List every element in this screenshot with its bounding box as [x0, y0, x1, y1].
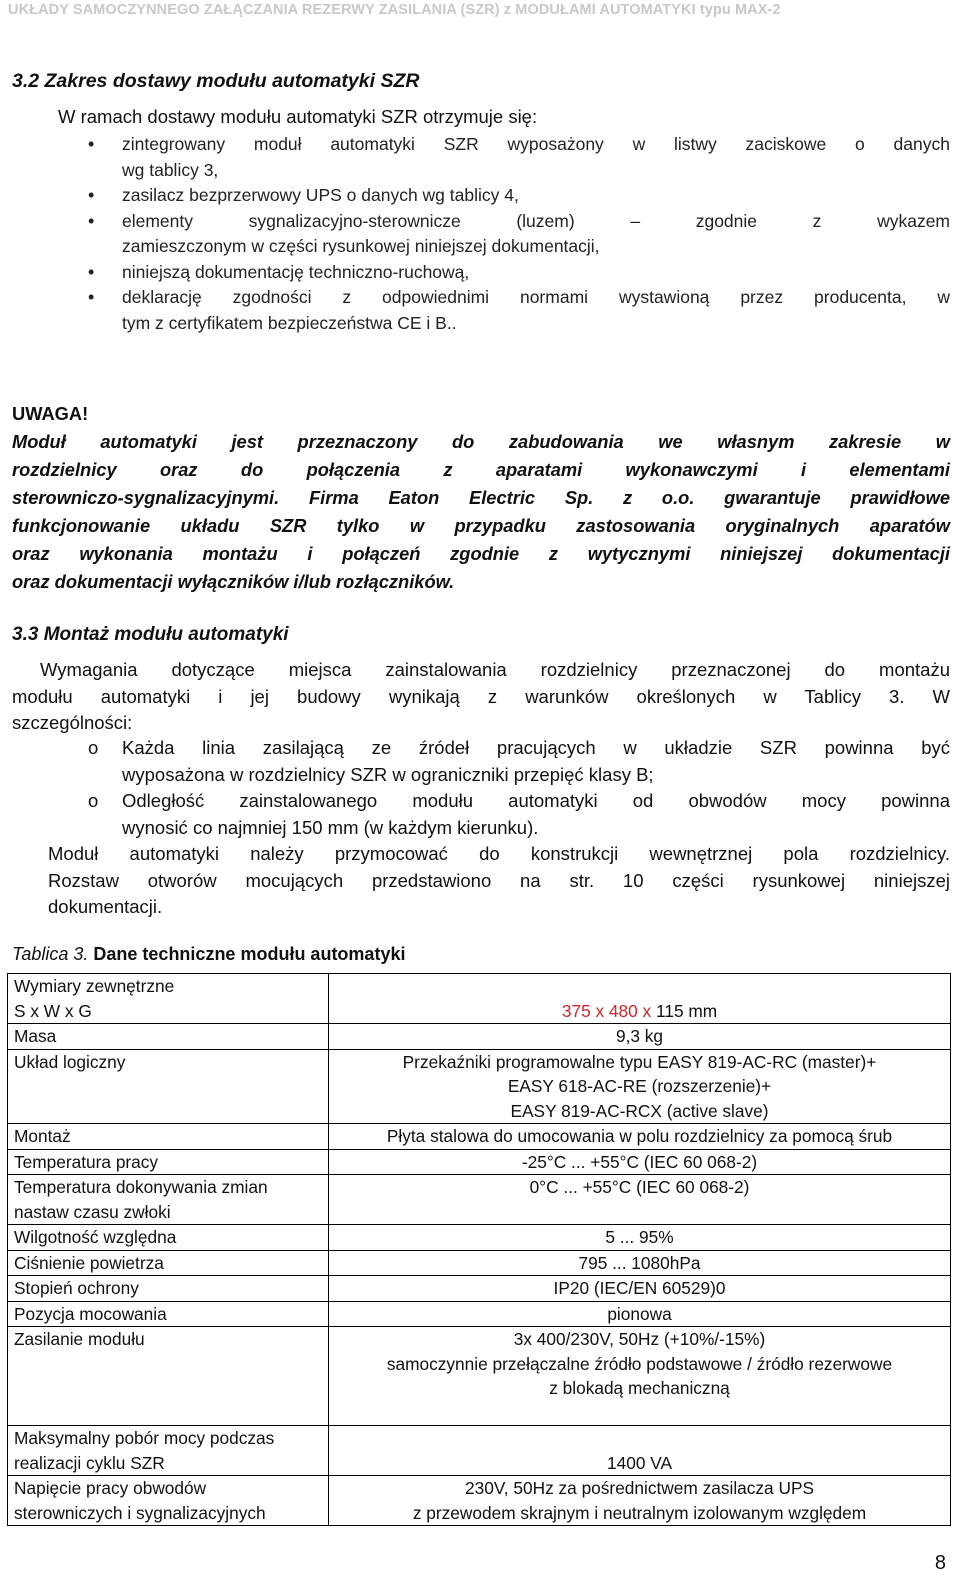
row-value	[329, 1175, 951, 1225]
row-value	[329, 1124, 951, 1150]
list-item	[88, 209, 950, 260]
list-item	[88, 735, 950, 788]
table-row	[8, 1327, 951, 1426]
list-marker: o	[88, 790, 99, 811]
row-value-line: EASY 618-AC-RE (rozszerzenie)+	[507, 1076, 772, 1096]
paragraph-line: Wymagania dotyczące miejsca zainstalowania rozdzielnicy przeznaczonej do montażu	[40, 659, 950, 680]
table-row	[8, 1175, 951, 1225]
warning-line: Moduł automatyki jest przeznaczony do zabudowania we własnym zakresie w	[12, 431, 950, 452]
delivery-list	[88, 132, 950, 336]
row-label	[8, 1049, 329, 1124]
row-label	[8, 1301, 329, 1327]
section-3-2-intro: W ramach dostawy modułu automatyki SZR otrzymuje się:	[58, 106, 538, 127]
row-value-line: -25°C ... +55°C (IEC 60 068-2)	[521, 1151, 758, 1172]
list-marker: o	[88, 737, 99, 758]
list-item-line: wyposażona w rozdzielnicy SZR w ograniczniki przepięć klasy B;	[122, 763, 654, 785]
row-value-line: EASY 819-AC-RCX (active slave)	[510, 1100, 769, 1121]
row-label	[8, 1175, 329, 1225]
warning-line: sterowniczo-sygnalizacyjnymi. Firma Eaton Electric Sp. z o.o. gwarantuje prawidłowe	[12, 487, 950, 508]
list-item-line: Każda linia zasilającą ze źródeł pracujących w układzie SZR powinna być	[122, 737, 950, 758]
table-caption	[12, 944, 405, 965]
row-label	[8, 1250, 329, 1276]
row-value	[329, 1149, 951, 1175]
row-label-line: Temperatura dokonywania zmian	[14, 1177, 268, 1197]
paragraph-line: modułu automatyki i jej budowy wynikają z warunków określonych w Tablicy 3. W	[12, 685, 950, 707]
row-value-line: pionowa	[607, 1303, 672, 1324]
list-item-line: wg tablicy 3,	[122, 159, 219, 180]
list-item-line: tym z certyfikatem bezpieczeństwa CE i B..	[122, 312, 457, 333]
paragraph-line: dokumentacji.	[48, 896, 163, 917]
list-item	[88, 285, 950, 336]
row-label	[8, 1124, 329, 1150]
row-value	[329, 1426, 951, 1476]
spacer	[335, 1401, 944, 1426]
paragraph-line: Rozstaw otworów mocujących przedstawiono na str. 10 części rysunkowej niniejszej	[48, 869, 950, 891]
list-item-line: Odległość zainstalowanego modułu automatyki od obwodów mocy powinna	[122, 790, 950, 811]
row-value	[329, 1301, 951, 1327]
table-row	[8, 1250, 951, 1276]
list-item-line: • deklarację zgodności z odpowiednimi normami wystawioną przez producenta, w	[122, 287, 950, 307]
table-row	[8, 1049, 951, 1124]
table-row	[8, 974, 951, 1024]
row-label-line: Pozycja mocowania	[14, 1303, 167, 1324]
list-item-line: • zintegrowany moduł automatyki SZR wyposażony w listwy zaciskowe o danych	[122, 134, 950, 154]
warning-block	[12, 400, 950, 596]
row-label-line: realizacji cyklu SZR	[14, 1452, 165, 1473]
page-number: 8	[934, 1552, 946, 1574]
row-label-line: Zasilanie modułu	[14, 1329, 145, 1349]
row-value	[329, 1024, 951, 1050]
row-value-line: 3x 400/230V, 50Hz (+10%/-15%)	[513, 1329, 766, 1349]
list-item	[88, 260, 950, 286]
spacer	[335, 974, 944, 999]
running-header: UKŁADY SAMOCZYNNEGO ZAŁĄCZANIA REZERWY ZASILANIA (SZR) z MODUŁAMI AUTOMATYKI typu MAX-2	[8, 2, 781, 18]
list-item	[88, 132, 950, 183]
row-value-line: z blokadą mechaniczną	[549, 1378, 730, 1398]
section-3-3-paragraph-1	[12, 657, 950, 737]
list-item-line: niniejszą dokumentację techniczno-ruchową,	[122, 261, 470, 282]
warning-title: UWAGA!	[12, 403, 89, 424]
row-value-line: 1400 VA	[606, 1452, 672, 1473]
paragraph-line: Moduł automatyki należy przymocować do konstrukcji wewnętrznej pola rozdzielnicy.	[48, 843, 950, 864]
table-caption-prefix: Tablica 3.	[12, 944, 89, 964]
row-value	[329, 1476, 951, 1526]
list-item-line: zasilacz bezprzerwowy UPS o danych wg tablicy 4,	[122, 185, 519, 205]
row-label	[8, 1149, 329, 1175]
row-label-line: Wymiary zewnętrzne	[14, 976, 175, 996]
row-label-line: Masa	[14, 1026, 57, 1046]
dimensions-value	[335, 999, 944, 1024]
row-label-line: Maksymalny pobór mocy podczas	[14, 1428, 275, 1448]
row-value	[329, 1327, 951, 1426]
row-value	[329, 974, 951, 1024]
list-item-line: wynosić co najmniej 150 mm (w każdym kierunku).	[122, 816, 539, 838]
list-item	[88, 788, 950, 841]
row-value-line: 230V, 50Hz za pośrednictwem zasilacza UPS	[465, 1478, 814, 1498]
table-row	[8, 1124, 951, 1150]
section-3-2-title: 3.2 Zakres dostawy modułu automatyki SZR	[12, 70, 420, 92]
table-row	[8, 1426, 951, 1476]
warning-line: oraz wykonania montażu i połączeń zgodnie z wytycznymi niniejszej dokumentacji	[12, 543, 950, 564]
table-row	[8, 1149, 951, 1175]
row-value	[329, 1276, 951, 1302]
installation-requirements-list	[88, 735, 950, 841]
dimensions-highlight: 375 x 480 x	[561, 1000, 652, 1021]
row-value	[329, 1049, 951, 1124]
list-item-line: zamieszczonym w części rysunkowej niniejszej dokumentacji,	[122, 236, 600, 256]
row-label	[8, 974, 329, 1024]
row-value-line: 795 ... 1080hPa	[578, 1252, 701, 1273]
row-value-line: samoczynnie przełączalne źródło podstawowe / źródło rezerwowe	[386, 1353, 893, 1374]
row-value-line: 5 ... 95%	[605, 1227, 674, 1247]
row-value-line: 9,3 kg	[615, 1026, 664, 1046]
row-value-line: 0°C ... +55°C (IEC 60 068-2)	[529, 1177, 750, 1197]
row-label	[8, 1276, 329, 1302]
row-label-line: Napięcie pracy obwodów	[14, 1478, 207, 1498]
list-item-line: • elementy sygnalizacyjno-sterownicze (luzem) – zgodnie z wykazem	[122, 210, 950, 231]
row-label-line: sterowniczych i sygnalizacyjnych	[14, 1502, 266, 1523]
row-label-line: Temperatura pracy	[14, 1151, 159, 1172]
table-caption-title: Dane techniczne modułu automatyki	[93, 944, 406, 964]
table-row	[8, 1476, 951, 1526]
list-item	[88, 183, 950, 209]
row-label	[8, 1024, 329, 1050]
row-label-line: Stopień ochrony	[14, 1278, 139, 1298]
table-row	[8, 1225, 951, 1251]
row-label	[8, 1225, 329, 1251]
warning-line: rozdzielnicy oraz do połączenia z aparatami wykonawczymi i elementami	[12, 459, 950, 480]
row-label-line: Wilgotność względna	[14, 1227, 177, 1247]
row-label	[8, 1327, 329, 1426]
technical-data-table	[7, 973, 951, 1526]
warning-line: oraz dokumentacji wyłączników i/lub rozłączników.	[12, 571, 455, 592]
row-value-line: IP20 (IEC/EN 60529)0	[553, 1278, 726, 1298]
warning-line: funkcjonowanie układu SZR tylko w przypadku zastosowania oryginalnych aparatów	[12, 515, 950, 536]
row-label-line: S x W x G	[14, 1000, 92, 1021]
table-row	[8, 1301, 951, 1327]
paragraph-line: szczególności:	[12, 712, 133, 733]
row-label-line: nastaw czasu zwłoki	[14, 1201, 171, 1222]
section-3-3-title: 3.3 Montaż modułu automatyki	[12, 624, 289, 645]
row-value-line: Płyta stalowa do umocowania w polu rozdzielnicy za pomocą śrub	[386, 1126, 893, 1146]
section-3-3-paragraph-2	[48, 841, 950, 921]
row-value-line: z przewodem skrajnym i neutralnym izolowanym względem	[412, 1502, 867, 1523]
table-row	[8, 1276, 951, 1302]
row-value	[329, 1250, 951, 1276]
table-row	[8, 1024, 951, 1050]
row-label-line: Ciśnienie powietrza	[14, 1252, 164, 1273]
row-value	[329, 1225, 951, 1251]
row-label	[8, 1426, 329, 1476]
row-label-line: Montaż	[14, 1126, 71, 1146]
row-value-line: Przekaźniki programowalne typu EASY 819-AC-RC (master)+	[402, 1051, 877, 1072]
dimensions-depth: 115 mm	[651, 1000, 718, 1021]
row-label	[8, 1476, 329, 1526]
row-label-line: Układ logiczny	[14, 1051, 126, 1072]
